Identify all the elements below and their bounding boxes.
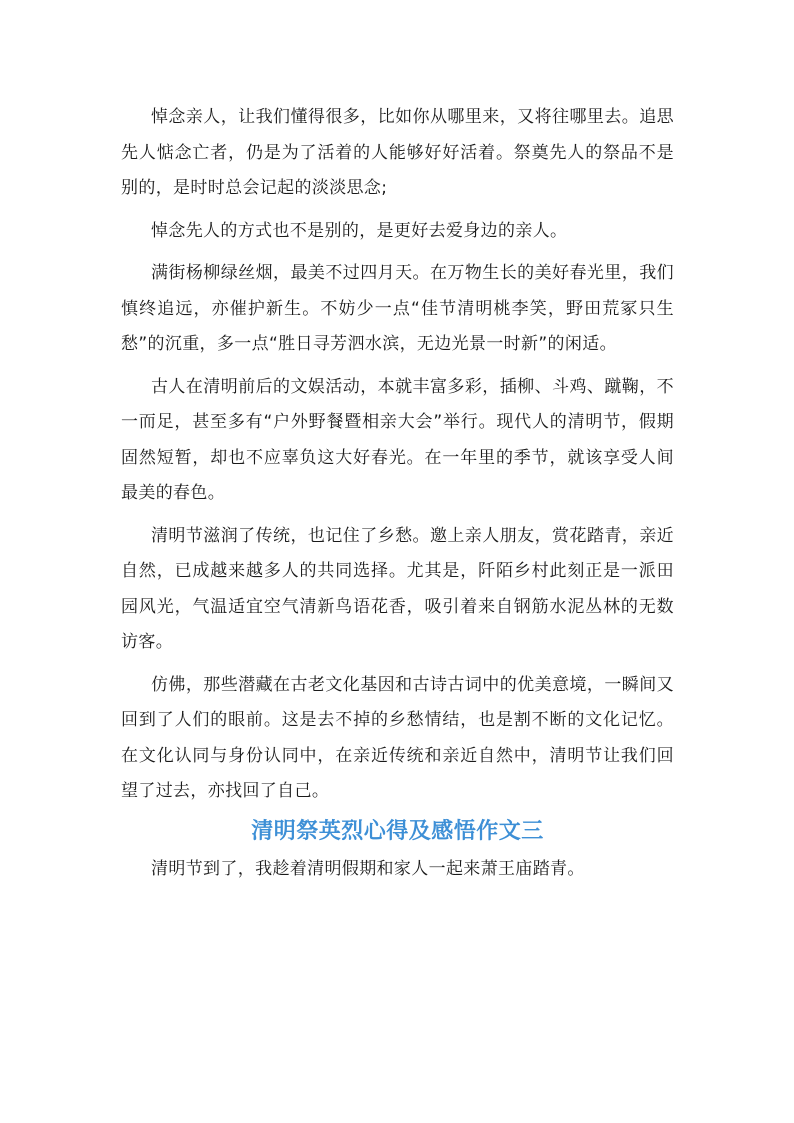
paragraph-5: 清明节滋润了传统，也记住了乡愁。邀上亲人朋友，赏花踏青，亲近自然，已成越来越多人的共同选择。尤其是，阡陌乡村此刻正是一派田园风光，气温适宜空气清新鸟语花香，吸引着来自钢筋水泥丛林的无数访客。 — [121, 525, 674, 652]
paragraph-4: 古人在清明前后的文娱活动，本就丰富多彩，插柳、斗鸡、蹴鞠，不一而足，甚至多有“户外野餐暨相亲大会”举行。现代人的清明节，假期固然短暂，却也不应辜负这大好春光。在一年里的季节，就该享受人间最美的春色。 — [121, 376, 674, 503]
paragraph-3: 满街杨柳绿丝烟，最美不过四月天。在万物生长的美好春光里，我们慎终追远，亦催护新生。不妨少一点“佳节清明桃李笑，野田荒冢只生愁”的沉重，多一点“胜日寻芳泗水滨，无边光景一时新”的闲适。 — [121, 263, 674, 354]
paragraph-7: 清明节到了，我趁着清明假期和家人一起来萧王庙踏青。 — [151, 858, 585, 879]
paragraph-1: 悼念亲人，让我们懂得很多，比如你从哪里来，又将往哪里去。追思先人惦念亡者，仍是为了活着的人能够好好活着。祭奠先人的祭品不是别的，是时时总会记起的淡淡思念; — [121, 107, 674, 198]
paragraph-2: 悼念先人的方式也不是别的，是更好去爱身边的亲人。 — [151, 220, 568, 241]
paragraph-6: 仿佛，那些潜藏在古老文化基因和古诗古词中的优美意境，一瞬间又回到了人们的眼前。这是去不掉的乡愁情结，也是割不断的文化记忆。在文化认同与身份认同中，在亲近传统和亲近自然中，清明节让我们回望了过去，亦找回了自己。 — [121, 674, 674, 801]
document-page — [121, 100, 674, 887]
section-heading: 清明祭英烈心得及感悟作文三 — [251, 818, 544, 844]
